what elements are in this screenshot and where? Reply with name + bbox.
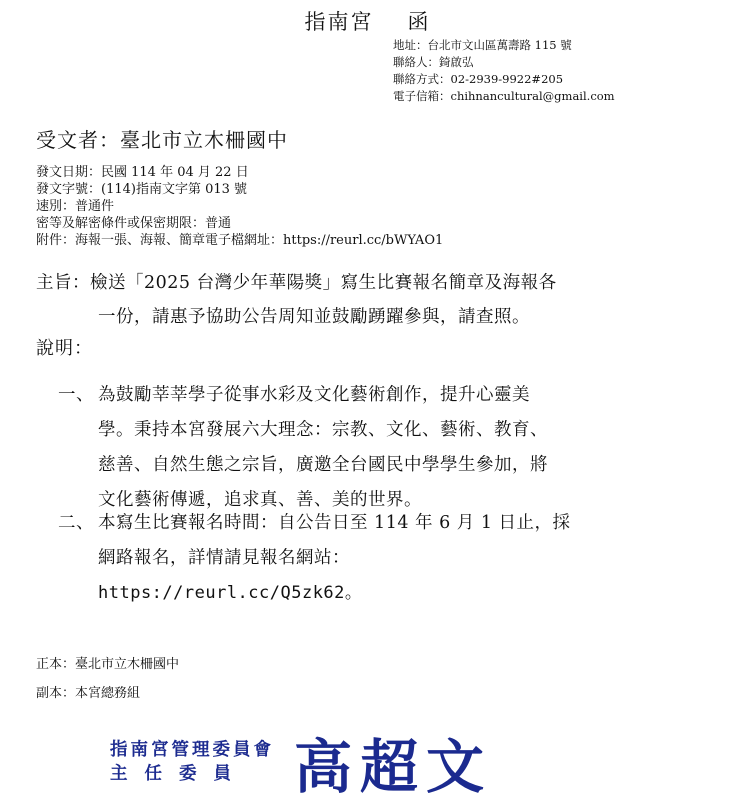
signature-stamp: 高超文 bbox=[294, 733, 493, 801]
item-line: 為鼓勵莘莘學子從事水彩及文化藝術創作，提升心靈美 bbox=[98, 385, 530, 405]
explanation-item-1 bbox=[58, 378, 678, 518]
seal-role-line: 主任委員 bbox=[110, 764, 248, 784]
recipient: 受文者：臺北市立木柵國中 bbox=[36, 128, 288, 152]
urgency: 速別：普通件 bbox=[36, 199, 115, 214]
confidentiality: 密等及解密條件或保密期限：普通 bbox=[36, 216, 232, 231]
contact-info bbox=[393, 37, 615, 105]
contact-address: 地址：台北市文山區萬壽路 115 號 bbox=[393, 38, 572, 52]
letter-title bbox=[0, 6, 735, 36]
seal-title bbox=[110, 738, 274, 786]
subject-line-1: 主旨：檢送「2025 台灣少年華陽獎」寫生比賽報名簡章及海報各 bbox=[36, 273, 557, 293]
item-number: 一、 bbox=[58, 385, 94, 405]
issuing-org: 指南宮 bbox=[304, 10, 374, 34]
issue-date: 發文日期：民國 114 年 04 月 22 日 bbox=[36, 165, 249, 180]
contact-email: 電子信箱：chihnancultural@gmail.com bbox=[393, 89, 615, 103]
copies bbox=[36, 650, 179, 708]
attachments: 附件：海報一張、海報、簡章電子檔網址：https://reurl.cc/bWYAO1 bbox=[36, 233, 444, 248]
subject-line-2: 一份，請惠予協助公告周知並鼓勵踴躍參與，請查照。 bbox=[98, 307, 530, 327]
explanation-label: 說明： bbox=[36, 338, 93, 359]
item-line: 文化藝術傳遞，追求真、善、美的世界。 bbox=[98, 490, 422, 510]
subject bbox=[36, 266, 696, 334]
document-meta bbox=[36, 164, 443, 249]
item-line: 網路報名，詳情請見報名網站： bbox=[98, 548, 350, 568]
contact-phone: 聯絡方式：02-2939-9922#205 bbox=[393, 72, 564, 86]
item-line: 本寫生比賽報名時間：自公告日至 114 年 6 月 1 日止，採 bbox=[98, 513, 571, 533]
duplicate-copy: 副本：本宮總務組 bbox=[36, 686, 141, 701]
registration-url: https://reurl.cc/Q5zk62。 bbox=[98, 583, 363, 603]
item-line: 學。秉持本宮發展六大理念：宗教、文化、藝術、教育、 bbox=[98, 420, 548, 440]
seal-org-line: 指南宮管理委員會 bbox=[110, 740, 274, 760]
original-copy: 正本：臺北市立木柵國中 bbox=[36, 657, 180, 672]
item-number: 二、 bbox=[58, 513, 94, 533]
item-line: 慈善、自然生態之宗旨，廣邀全台國民中學學生參加，將 bbox=[98, 455, 548, 475]
contact-person: 聯絡人：錡啟弘 bbox=[393, 55, 474, 69]
document-type: 函 bbox=[407, 10, 431, 34]
explanation-item-2 bbox=[58, 506, 678, 611]
document-number: 發文字號：(114)指南文字第 013 號 bbox=[36, 182, 248, 197]
